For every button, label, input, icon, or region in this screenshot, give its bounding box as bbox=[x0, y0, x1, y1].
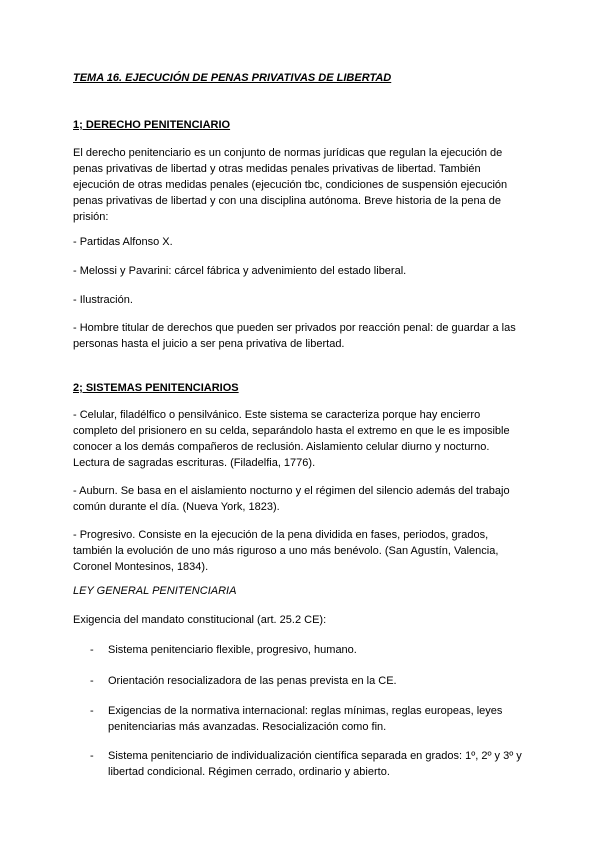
paragraph-line: prisión: bbox=[73, 211, 109, 223]
section-1-heading: 1; DERECHO PENITENCIARIO bbox=[73, 119, 231, 131]
bullet-item: penitenciarias más avanzadas. Resocialización como fin. bbox=[108, 721, 387, 733]
bullet-item: libertad condicional. Régimen cerrado, ordinario y abierto. bbox=[108, 766, 390, 778]
paragraph-line: ejecución de otras medidas penales (ejecución tbc, condiciones de suspensión ejecución bbox=[73, 179, 508, 191]
paragraph-line: - Celular, filadélfico o pensilvánico. Este sistema se caracteriza porque hay encierro bbox=[73, 409, 481, 421]
paragraph-line: Lectura de sagradas escrituras. (Filadelfia, 1776). bbox=[73, 457, 316, 469]
paragraph-line: penas privativas de libertad y otras medidas penales privativas de libertad. También bbox=[73, 163, 481, 175]
section-2-heading: 2; SISTEMAS PENITENCIARIOS bbox=[73, 382, 239, 394]
paragraph-line: Coronel Montesinos, 1834). bbox=[73, 561, 209, 573]
bullet-item: Sistema penitenciario flexible, progresivo, humano. bbox=[108, 644, 357, 656]
bullet-item: Orientación resocializadora de las penas prevista en la CE. bbox=[108, 675, 397, 687]
paragraph-line: Exigencia del mandato constitucional (art. 25.2 CE): bbox=[73, 614, 327, 626]
paragraph-line: El derecho penitenciario es un conjunto de normas jurídicas que regulan la ejecución de bbox=[73, 147, 503, 159]
list-item: - Ilustración. bbox=[73, 294, 133, 306]
paragraph-line: penas privativas de libertad y con una disciplina autónoma. Breve historia de la pena de bbox=[73, 195, 502, 207]
paragraph-line: completo del prisionero en su celda, separándolo hasta el extremo en que le es imposible bbox=[73, 425, 510, 437]
bullet-item: Exigencias de la normativa internacional: reglas mínimas, reglas europeas, leyes bbox=[108, 705, 503, 717]
bullet-dash: - bbox=[90, 644, 94, 656]
paragraph-line: - Progresivo. Consiste en la ejecución de la pena dividida en fases, periodos, grados, bbox=[73, 529, 489, 541]
list-item: - Partidas Alfonso X. bbox=[73, 236, 173, 248]
paragraph-line: conocer a los demás compañeros de reclusión. Aislamiento celular diurno y nocturno. bbox=[73, 441, 490, 453]
document-title: TEMA 16. EJECUCIÓN DE PENAS PRIVATIVAS DE LIBERTAD bbox=[73, 72, 392, 84]
bullet-dash: - bbox=[90, 705, 94, 717]
list-item: - Hombre titular de derechos que pueden ser privados por reacción penal: de guardar a las bbox=[73, 322, 516, 334]
paragraph-line: también la evolución de uno más riguroso a uno más benévolo. (San Agustín, Valencia, bbox=[73, 545, 499, 557]
bullet-item: Sistema penitenciario de individualización científica separada en grados: 1º, 2º y 3º y bbox=[108, 750, 522, 762]
ley-general-heading: LEY GENERAL PENITENCIARIA bbox=[73, 585, 237, 597]
bullet-dash: - bbox=[90, 750, 94, 762]
paragraph-line: - Auburn. Se basa en el aislamiento nocturno y el régimen del silencio además del trabajo bbox=[73, 485, 510, 497]
bullet-dash: - bbox=[90, 675, 94, 687]
list-item: personas hasta el juicio a ser pena privativa de libertad. bbox=[73, 338, 345, 350]
list-item: - Melossi y Pavarini: cárcel fábrica y advenimiento del estado liberal. bbox=[73, 265, 407, 277]
paragraph-line: común durante el día. (Nueva York, 1823). bbox=[73, 501, 280, 513]
